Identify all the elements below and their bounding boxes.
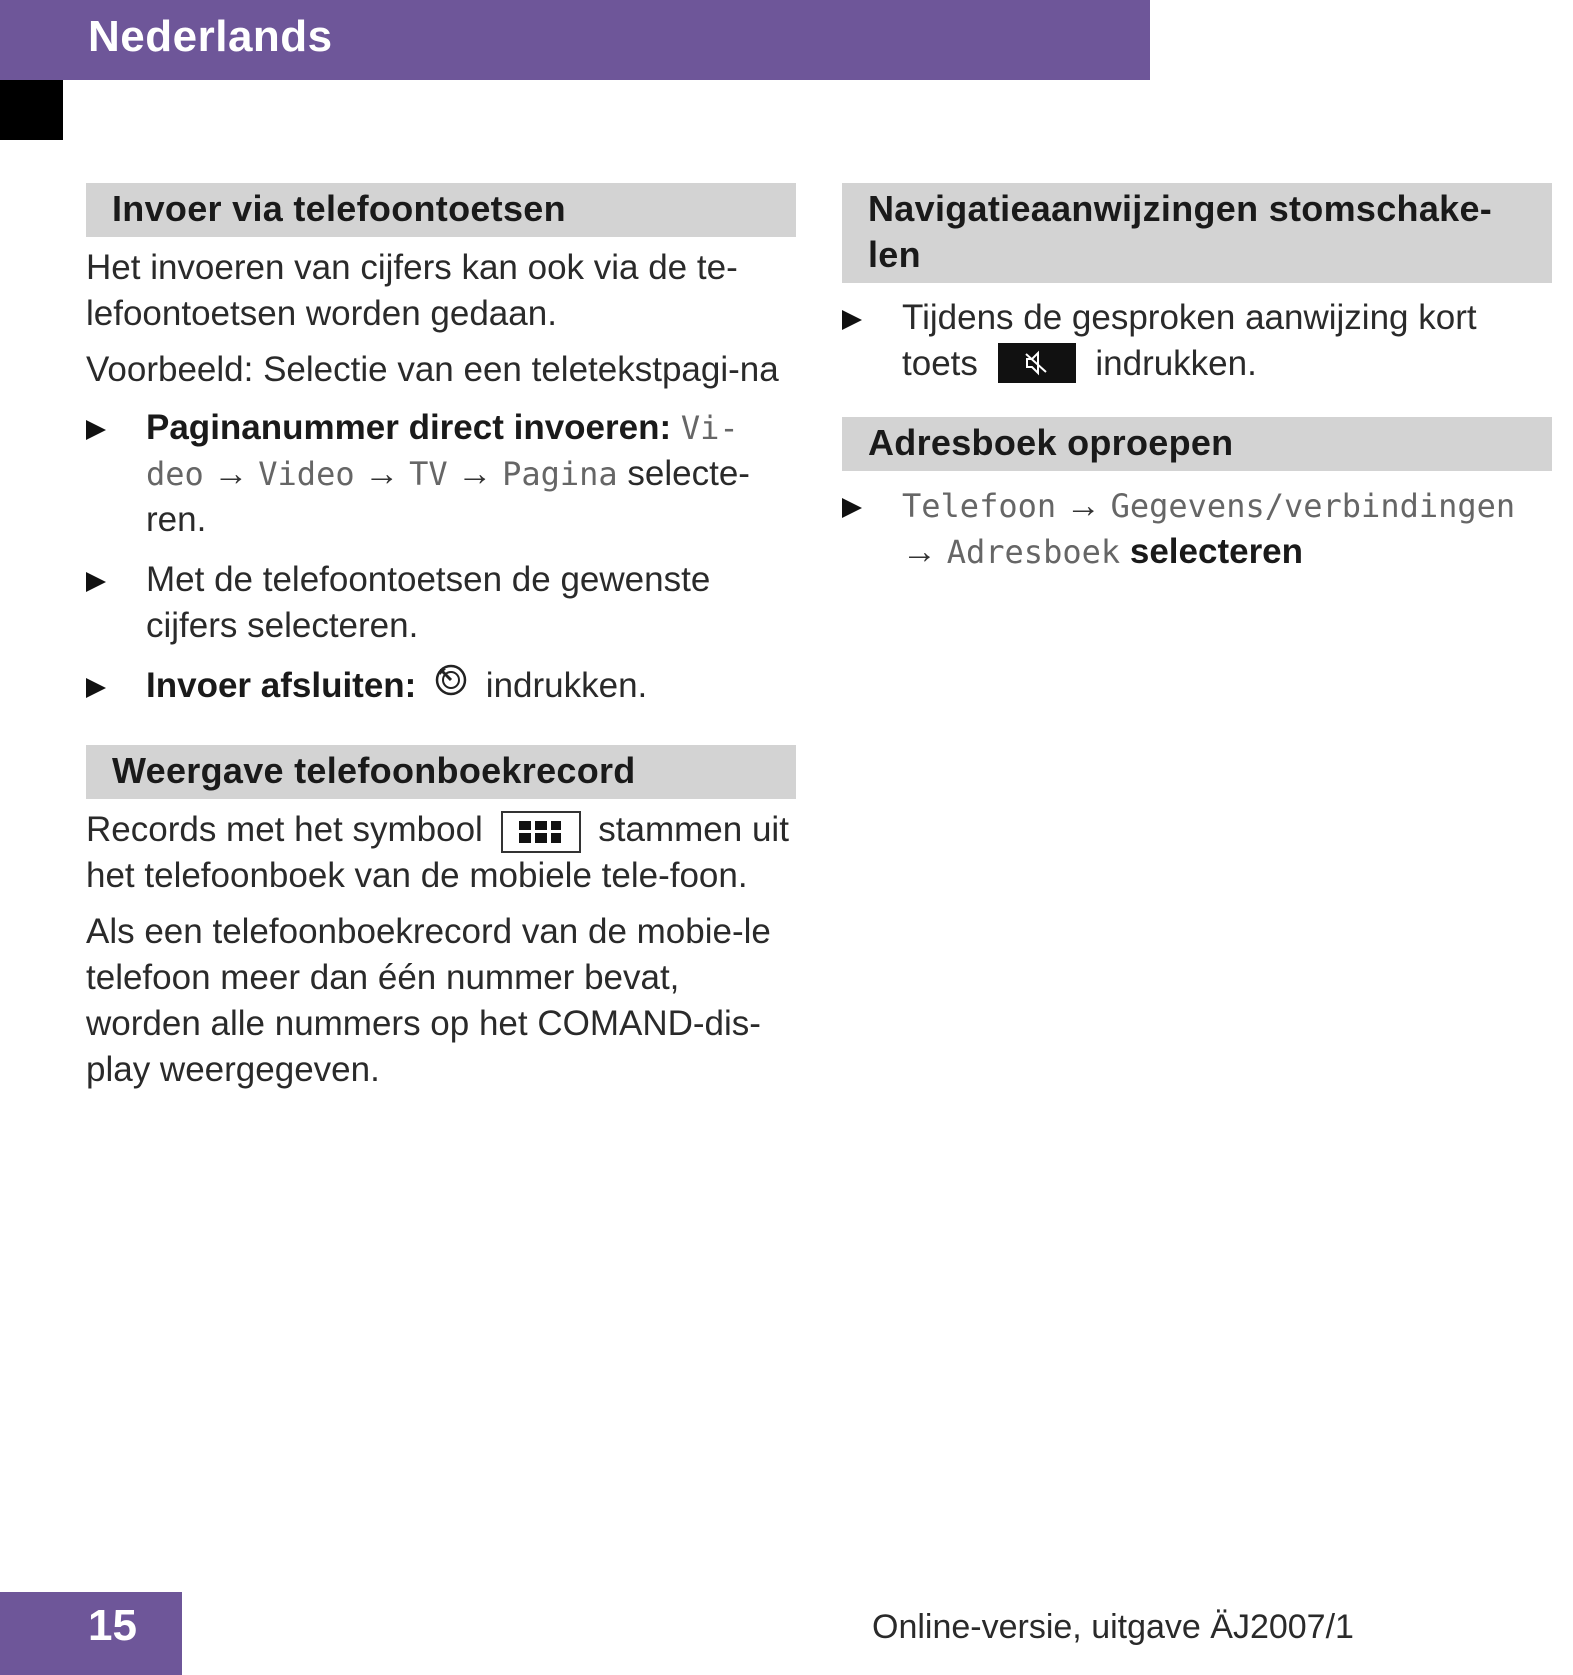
menu-path-pagina: Pagina (502, 455, 618, 493)
section-heading-adresboek: Adresboek oproepen (842, 417, 1552, 471)
paragraph-text: Records met het symbool (86, 809, 483, 849)
bullet-bold-label: Invoer afsluiten: (146, 666, 417, 705)
bullet-triangle-icon (86, 572, 106, 592)
menu-path-video2: Video (258, 455, 355, 493)
bullet-item (86, 405, 796, 543)
left-column (86, 183, 796, 1103)
arrow-icon: → (1065, 486, 1101, 525)
bullet-item (842, 295, 1552, 387)
bullet-text: indrukken. (1095, 344, 1257, 383)
paragraph: Het invoeren van cijfers kan ook via de te-lefoontoetsen worden gedaan. (86, 248, 738, 333)
arrow-icon: → (902, 532, 937, 571)
arrow-icon: → (364, 454, 400, 493)
bullet-triangle-icon (86, 420, 106, 440)
page-number: 15 (88, 1601, 137, 1650)
bullet-triangle-icon (842, 310, 862, 330)
bullet-item (86, 557, 796, 649)
paragraph (86, 807, 796, 899)
bullet-text: selecte-ren. (146, 454, 750, 539)
bullet-text: selecteren (1129, 532, 1304, 571)
paragraph: Als een telefoonboekrecord van de mobie-le telefoon meer dan één nummer bevat, worden alle nummers op het COMAND-dis-play weergegeven. (86, 911, 771, 1089)
section-heading-navigatie: Navigatieaanwijzingen stomschake-len (842, 183, 1552, 283)
menu-path-video: Vi-deo (146, 409, 739, 493)
arrow-icon: → (213, 454, 249, 493)
bullet-text: Met de telefoontoetsen de gewenste cijfers selecteren. (146, 560, 711, 645)
menu-path-adresboek: Adresboek (946, 533, 1121, 571)
paragraph-text: stammen uit het telefoonboek van de mobiele tele-foon. (86, 809, 789, 895)
language-title: Nederlands (88, 12, 333, 61)
section-heading-invoer: Invoer via telefoontoetsen (86, 183, 796, 237)
arrow-icon: → (457, 454, 493, 493)
bullet-triangle-icon (842, 498, 862, 518)
menu-path-gegevens: Gegevens/verbindingen (1110, 487, 1516, 525)
phonebook-icon (501, 811, 581, 853)
section-heading-weergave: Weergave telefoonboekrecord (86, 745, 796, 799)
mute-speaker-icon (998, 343, 1076, 383)
paragraph: Voorbeeld: Selectie van een teletekstpagi-na (86, 350, 779, 389)
bullet-item (86, 663, 796, 711)
menu-path-telefoon: Telefoon (902, 487, 1057, 525)
bullet-text: indrukken. (485, 666, 648, 705)
bullet-item (842, 483, 1552, 575)
menu-path-tv: TV (409, 455, 448, 493)
right-column (842, 183, 1552, 589)
bullet-text: Tijdens de gesproken aanwijzing kort toets (902, 298, 1477, 383)
bullet-bold-label: Paginanummer direct invoeren: (146, 408, 672, 447)
section-marker (0, 80, 63, 140)
thumbwheel-icon (434, 663, 468, 709)
edition-footer: Online-versie, uitgave ÄJ2007/1 (872, 1608, 1354, 1646)
bullet-triangle-icon (86, 678, 106, 698)
